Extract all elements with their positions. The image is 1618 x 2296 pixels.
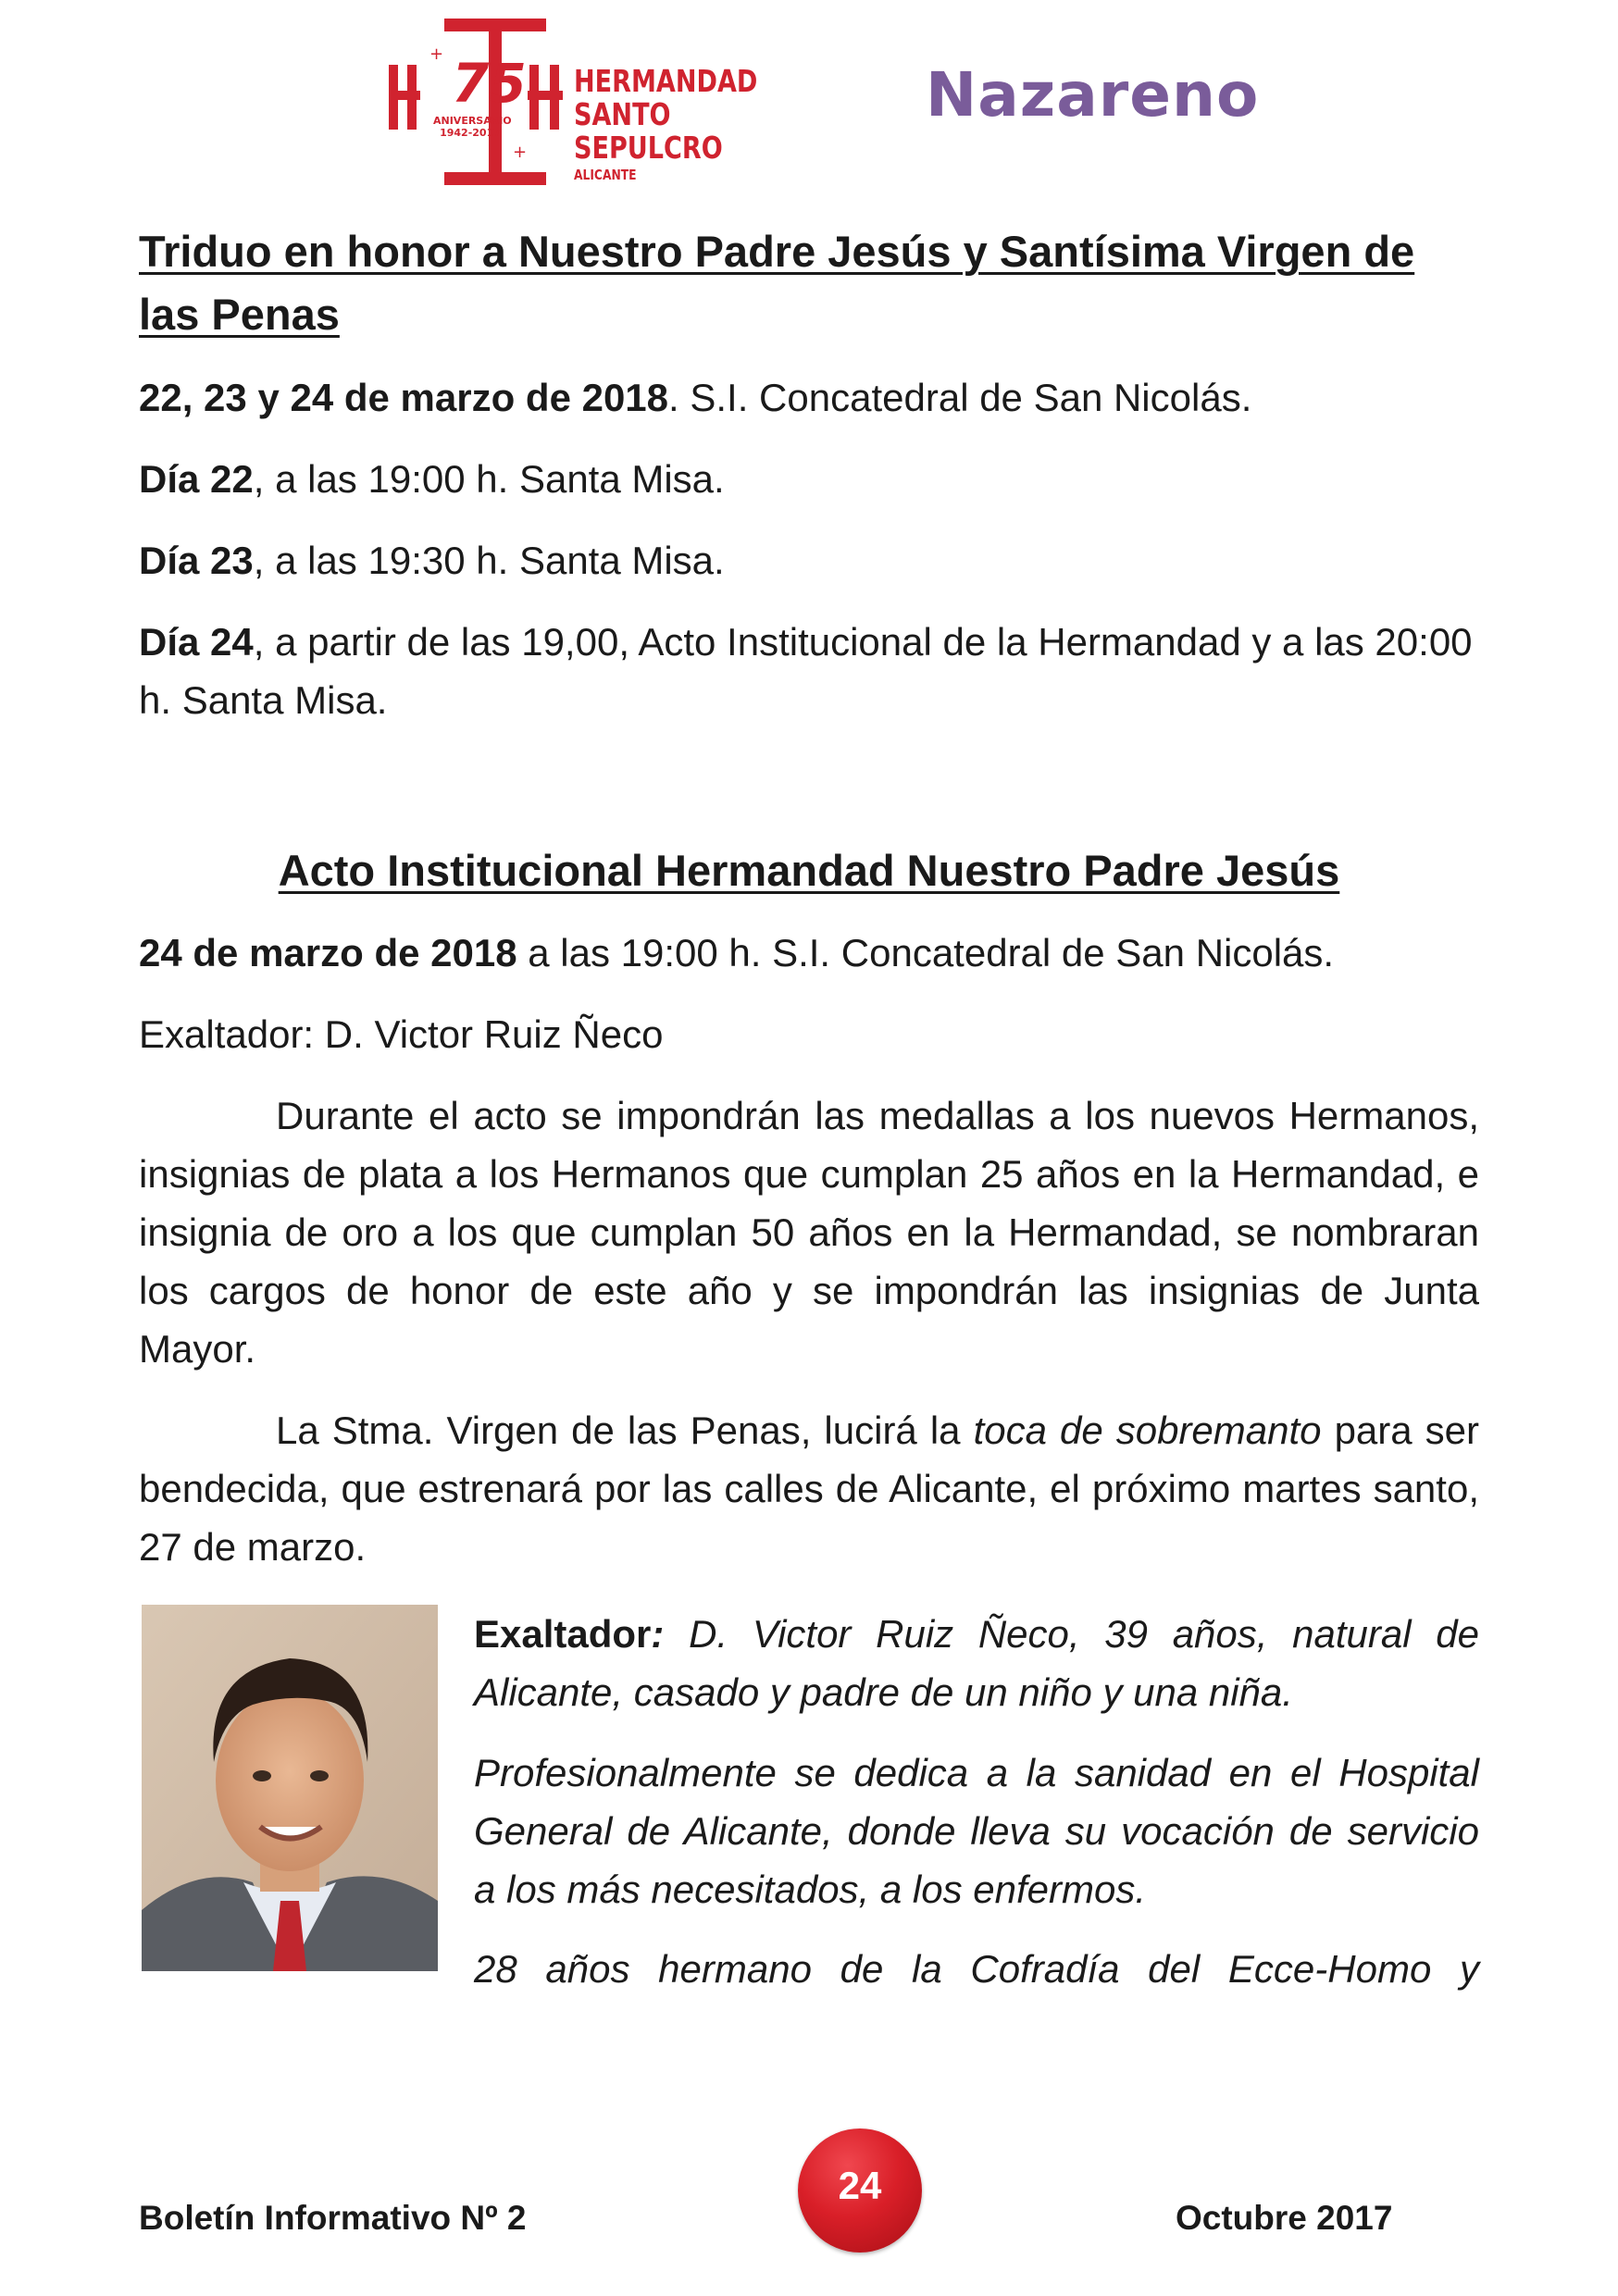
acto-paragraph-1: Durante el acto se impondrán las medallas a los nuevos Hermanos, insignias de plata a los Hermanos que cumplan 25 años en la Hermandad, e insignia de oro a los que cumplan 50 años en la Hermandad, se nombraran los cargos de honor de este año y se impondrán las insignias de Junta Mayor.: [139, 1094, 1479, 1371]
triduo-title: Triduo en honor a Nuestro Padre Jesús y Santísima Virgen de las Penas: [139, 227, 1415, 339]
triduo-day23: [139, 531, 1479, 590]
logo-name-line2: SANTO SEPULCRO: [574, 96, 723, 166]
exaltador-portrait: [142, 1605, 438, 1971]
footer-publication: Boletín Informativo Nº 2: [139, 2199, 527, 2237]
day22-label: Día 22: [139, 457, 254, 501]
triduo-dates-rest: . S.I. Concatedral de San Nicolás.: [668, 376, 1252, 419]
bio-paragraph-3: 28 años hermano de la Cofradía del Ecce-Homo y: [474, 1947, 1479, 1991]
acto-date: [139, 924, 1479, 982]
bio-intro-text: D. Victor Ruiz Ñeco, 39 años, natural de Alicante, casado y padre de un niño y una niña.: [474, 1612, 1479, 1714]
svg-text:+: +: [429, 44, 444, 64]
logo-name-line3: ALICANTE: [574, 167, 637, 183]
acto-paragraph-2: [139, 1401, 1479, 1576]
day22-text: , a las 19:00 h. Santa Misa.: [253, 457, 725, 501]
para2-italic: toca de sobremanto: [973, 1409, 1322, 1452]
page-number-badge: 24: [798, 2128, 922, 2253]
para2-start: La Stma. Virgen de las Penas, lucirá la: [276, 1409, 974, 1452]
acto-section: [139, 839, 1479, 902]
acto-date-rest: a las 19:00 h. S.I. Concatedral de San Nicolás.: [517, 931, 1335, 974]
portrait-image-icon: [142, 1605, 438, 1971]
triduo-dates-bold: 22, 23 y 24 de marzo de 2018: [139, 376, 669, 419]
triduo-dates: [139, 368, 1479, 427]
day24-text: , a partir de las 19,00, Acto Institucional de la Hermandad y a las 20:00 h. Santa Misa.: [139, 620, 1473, 722]
logo-anniversary-line2: 1942-2017: [440, 127, 501, 139]
para2-end: para ser bendecida, que estrenará por las calles de Alicante, el próximo martes santo, 27 de marzo.: [139, 1409, 1480, 1569]
triduo-day22: [139, 450, 1479, 508]
footer-date: Octubre 2017: [1176, 2199, 1393, 2237]
logo-anniversary-number: 75: [452, 52, 527, 115]
acto-exaltador-line: Exaltador: D. Victor Ruiz Ñeco: [139, 1012, 664, 1056]
logo-name-line1: HERMANDAD: [574, 63, 758, 99]
bio-intro: [474, 1605, 1479, 1721]
logo-anniversary-label: [433, 115, 512, 139]
svg-text:+: +: [513, 143, 528, 162]
triduo-day24: [139, 613, 1479, 729]
logo-anniversary-line1: ANIVERSARIO: [433, 115, 512, 127]
logo-wordmark: [574, 65, 787, 183]
acto-date-bold: 24 de marzo de 2018: [139, 931, 517, 974]
triduo-section: [139, 220, 1479, 346]
bio-label-colon: :: [651, 1612, 665, 1656]
day23-text: , a las 19:30 h. Santa Misa.: [253, 539, 725, 582]
bio-paragraph-2: Profesionalmente se dedica a la sanidad en el Hospital General de Alicante, donde lleva su vocación de servicio a los más necesitados, a los enfermos.: [474, 1751, 1479, 1911]
publication-brand: Nazareno: [926, 59, 1260, 130]
bio-label: Exaltador: [474, 1612, 652, 1656]
acto-title: Acto Institucional Hermandad Nuestro Padre Jesús: [278, 846, 1340, 895]
day24-label: Día 24: [139, 620, 254, 664]
day23-label: Día 23: [139, 539, 254, 582]
